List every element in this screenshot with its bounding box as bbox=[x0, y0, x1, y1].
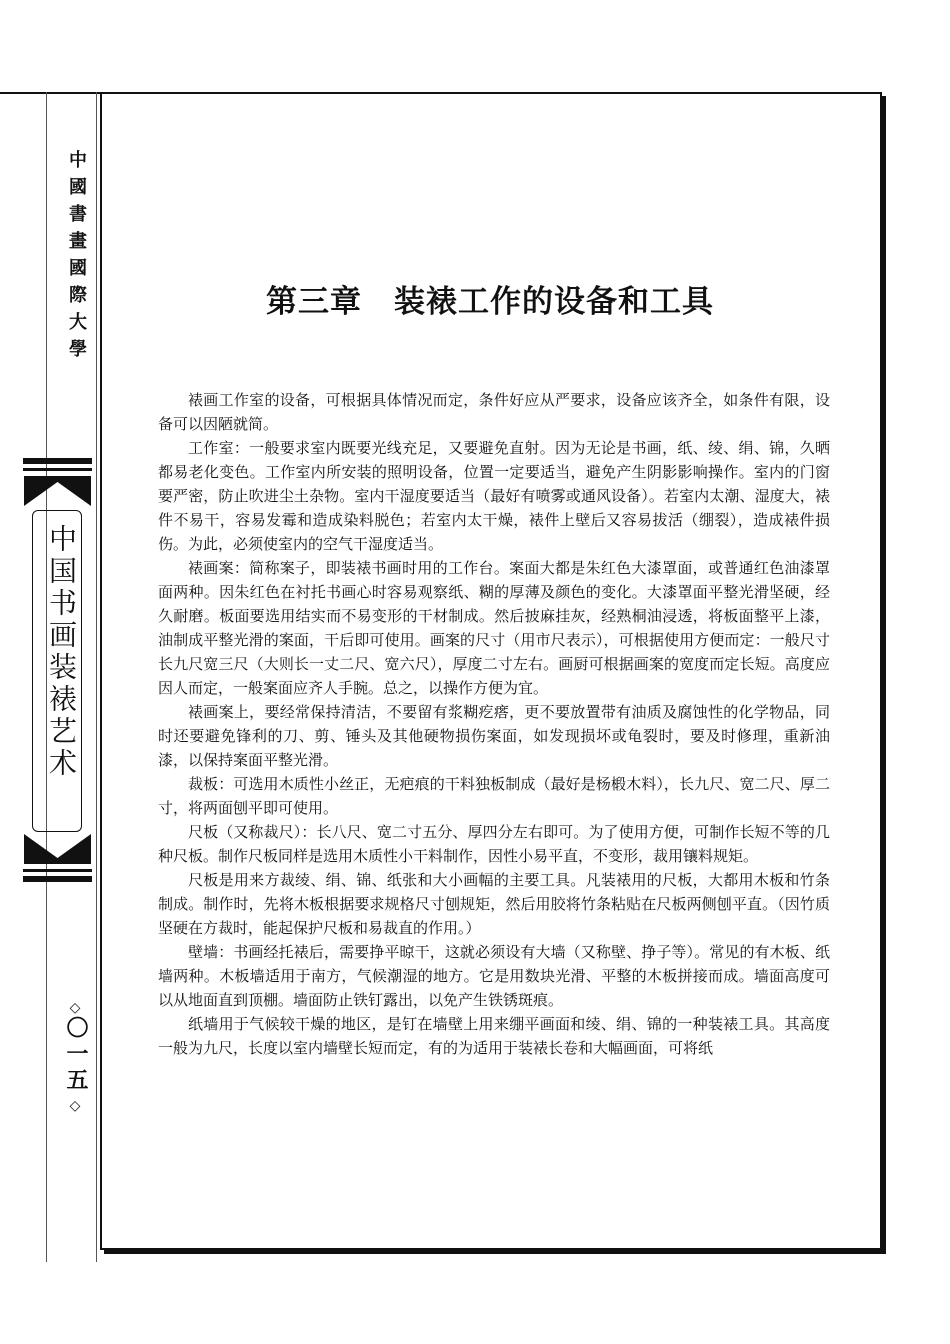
paragraph: 壁墙：书画经托裱后，需要挣平晾干，这就必须设有大墙（又称壁、挣子等）。常见的有木板、纸墙两种。木板墙适用于南方，气候潮湿的地方。它是用数块光滑、平整的木板拼接而成。墙面高度可以从地面直到顶棚。墙面防止铁钉露出，以免产生铁锈斑痕。 bbox=[158, 943, 830, 1009]
paragraph: 尺板（又称裁尺）：长八尺、宽二寸五分、厚四分左右即可。为了使用方便，可制作长短不等的几种尺板。制作尺板同样是选用木质性小干料制作，因性小易平直，不变形，裁用镶料规矩。 bbox=[158, 823, 830, 865]
cartouche-bar-bottom bbox=[23, 876, 92, 882]
cartouche-bar-top bbox=[23, 458, 92, 464]
diamond-icon: ◇ bbox=[69, 1000, 81, 1016]
diamond-icon: ◇ bbox=[69, 1098, 81, 1114]
paragraph: 裱画案：简称案子，即装裱书画时用的工作台。案面大都是朱红色大漆罩面，或普通红色油漆罩面两种。因朱红色在衬托书画心时容易观察纸、糊的厚薄及颜色的变化。大漆罩面平整光滑坚硬，经久耐磨。板面要选用结实而不易变形的干材制成。然后披麻挂灰，经熟桐油浸透，将板面整平上漆，油制成平整光滑的案面，干后即可使用。画案的尺寸（用市尺表示），可根据使用方便而定：一般尺寸长九尺宽三尺（大则长一丈二尺、宽六尺），厚度二寸左右。画厨可根据画案的宽度而定长短。高度应因人而定，一般案面应齐人手腕。总之，以操作方便为宜。 bbox=[158, 559, 830, 697]
paragraph: 工作室：一般要求室内既要光线充足，又要避免直射。因为无论是书画，纸、绫、绢、锦，久晒都易老化变色。工作室内所安装的照明设备，位置一定要适当，避免产生阴影影响操作。室内的门窗要严密，防止吹进尘土杂物。室内干湿度要适当（最好有喷雾或通风设备）。若室内太潮、湿度大，裱件不易干，容易发霉和造成染料脱色；若室内太干燥，裱件上壁后又容易拔活（绷裂），造成裱件损伤。为此，必须使室内的空气干湿度适当。 bbox=[158, 439, 830, 553]
cartouche-bar-top-thin bbox=[23, 468, 92, 471]
paragraph: 裱画工作室的设备，可根据具体情况而定，条件好应从严要求，设备应该齐全，如条件有限，设备可以因陋就简。 bbox=[158, 391, 830, 433]
university-name: 中國書畫國際大學 bbox=[66, 150, 87, 366]
page-number-block bbox=[60, 1000, 90, 1114]
paragraph: 纸墙用于气候较干燥的地区，是钉在墙壁上用来绷平画面和绫、绢、锦的一种装裱工具。其高度一般为九尺，长度以室内墙壁长短而定，有的为适用于装裱长卷和大幅画面，可将纸 bbox=[158, 1015, 830, 1057]
paragraph: 裱画案上，要经常保持清洁，不要留有浆糊疙瘩，更不要放置带有油质及腐蚀性的化学物品，同时还要避免锋利的刀、剪、锤头及其他硬物损伤案面，如发现损坏或龟裂时，要及时修理，重新油漆，以保持案面平整光滑。 bbox=[158, 703, 830, 769]
chapter-heading bbox=[100, 276, 880, 321]
book-title-cartouche bbox=[23, 458, 92, 882]
page-number: 〇一五 bbox=[63, 1016, 88, 1094]
paragraph: 裁板：可选用木质性小丝正，无疤痕的干料独板制成（最好是杨椴木料），长九尺、宽二尺、厚二寸，将两面刨平即可使用。 bbox=[158, 775, 830, 817]
cartouche-cap-top bbox=[24, 476, 91, 506]
cartouche-bar-bottom-thin bbox=[23, 869, 92, 872]
chapter-number: 第三章 bbox=[266, 284, 362, 320]
top-rule bbox=[0, 92, 100, 94]
sidebar-rule-right bbox=[96, 92, 97, 1262]
body-text bbox=[158, 388, 830, 1060]
cartouche-cap-bottom bbox=[24, 834, 91, 864]
book-title: 中国书画装裱艺术 bbox=[45, 524, 78, 780]
chapter-name: 装裱工作的设备和工具 bbox=[394, 284, 714, 320]
paragraph: 尺板是用来方裁绫、绢、锦、纸张和大小画幅的主要工具。凡装裱用的尺板，大都用木板和竹条制成。制作时，先将木板根据要求规格尺寸刨规矩，然后用胶将竹条粘贴在尺板两侧刨平直。（因竹质坚硬在方裁时，能起保护尺板和易裁直的作用。） bbox=[158, 871, 830, 937]
